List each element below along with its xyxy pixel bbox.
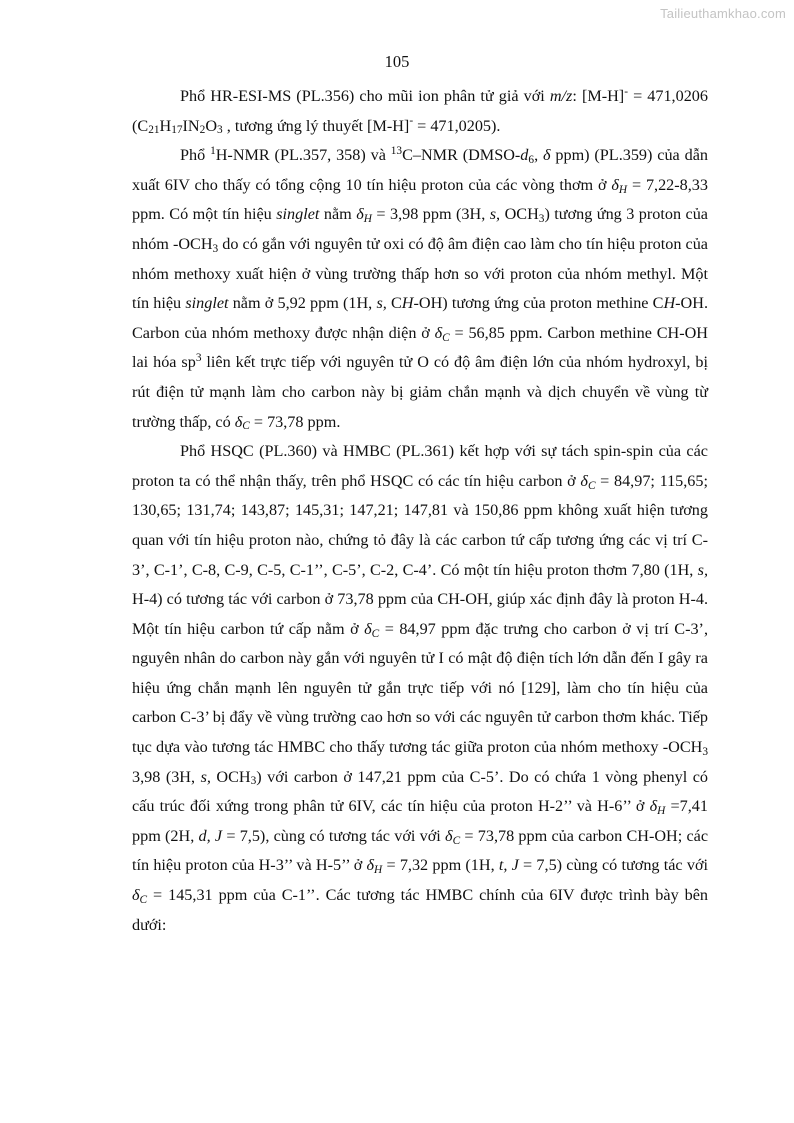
paragraph-nmr: Phổ $^1$H-NMR (PL.357, 358) và $^{13}$C–NMR ($DMSO-d_6$, δ ppm) (PL.359) của dẫn xuất 6IV cho thấy có tổng cộng 10 tín hiệu proton của các vòng thơm ở $\delta_H = 7,22-8,33$ ppm. Có một tín hiệu singlet nằm $\delta_H = 3,98$ ppm (3H, s, $OCH_3$) tương ứng 3 proton của nhóm $-OCH_3$ do có gắn với nguyên tử oxi có độ âm điện cao làm cho tín hiệu proton của nhóm methoxy xuất hiện ở vùng trường thấp hơn so với proton của nhóm methyl. Một tín hiệu singlet nằm ở 5,92 ppm (1H, s, CH-OH) tương ứng của proton methine CH-OH. Carbon của nhóm methoxy được nhận diện ở $\delta_C = 56,85$ ppm. Carbon methine CH-OH lai hóa $sp^3$ liên kết trực tiếp với nguyên tử O có độ âm điện lớn của nhóm hydroxyl, bị rút điện tử mạnh làm cho carbon này bị giảm chắn mạnh và dịch chuyển về vùng từ trường thấp, có $\delta_C = 73,78$ ppm. (132, 144, 709, 433)
page-number: 105 (384, 52, 410, 71)
document-body (132, 82, 708, 940)
paragraph-hr-esi-ms: Phổ HR-ESI-MS (PL.356) cho mũi ion phân tử giả với m/z: [M-H]- = 471,0206 ($C_{21}H_{17}IN_2O_3$ , tương ứng lý thuyết [M-H]- = 471,0205). (132, 85, 708, 137)
watermark: Tailieuthamkhao.com (660, 6, 786, 21)
paragraph-hsqc-hmbc: Phổ HSQC (PL.360) và HMBC (PL.361) kết hợp với sự tách spin-spin của các proton ta có thể nhận thấy, trên phổ HSQC có các tín hiệu carbon ở $\delta_C = 84,97$; 115,65; 130,65; 131,74; 143,87; 145,31; 147,21; 147,81 và 150,86 ppm không xuất hiện tương quan với tín hiệu proton nào, chứng tỏ đây là các carbon tứ cấp tương ứng các vị trí C-3’, C-1’, C-8, C-9, C-5, C-1’’, C-5’, C-2, C-4’. Có một tín hiệu proton thơm 7,80 (1H, s, H-4) có tương tác với carbon ở 73,78 ppm của CH-OH, giúp xác định đây là proton H-4. Một tín hiệu carbon tứ cấp nằm ở $\delta_C = 84,97$ ppm đặc trưng cho carbon ở vị trí C-3’, nguyên nhân do carbon này gắn với nguyên tử I có mật độ điện tích lớn dẫn đến I gây ra hiệu ứng chắn mạnh lên nguyên tử gắn trực tiếp với nó [129], làm cho tín hiệu của carbon C-3’ bị đẩy về vùng trường cao hơn so với các nguyên tử carbon thơm khác. Tiếp tục dựa vào tương tác HMBC cho thấy tương tác giữa proton của nhóm methoxy $-OCH_3$ 3,98 (3H, s, $OCH_3$) với carbon ở 147,21 ppm của C-5’. Do có chứa 1 vòng phenyl có cấu trúc đối xứng trong phân tử 6IV, các tín hiệu của proton H-2’’ và H-6’’ ở $\delta_H =7,41$ ppm (2H, d, J = 7,5), cùng có tương tác với với $\delta_C = 73,78$ ppm của carbon CH-OH; các tín hiệu proton của H-3’’ và H-5’’ ở $\delta_H = 7,32$ ppm (1H, t, J = 7,5) cùng có tương tác với $\delta_C = 145,31$ ppm của C-1’’. Các tương tác HMBC chính của 6IV được trình bày bên dưới: (132, 442, 709, 934)
